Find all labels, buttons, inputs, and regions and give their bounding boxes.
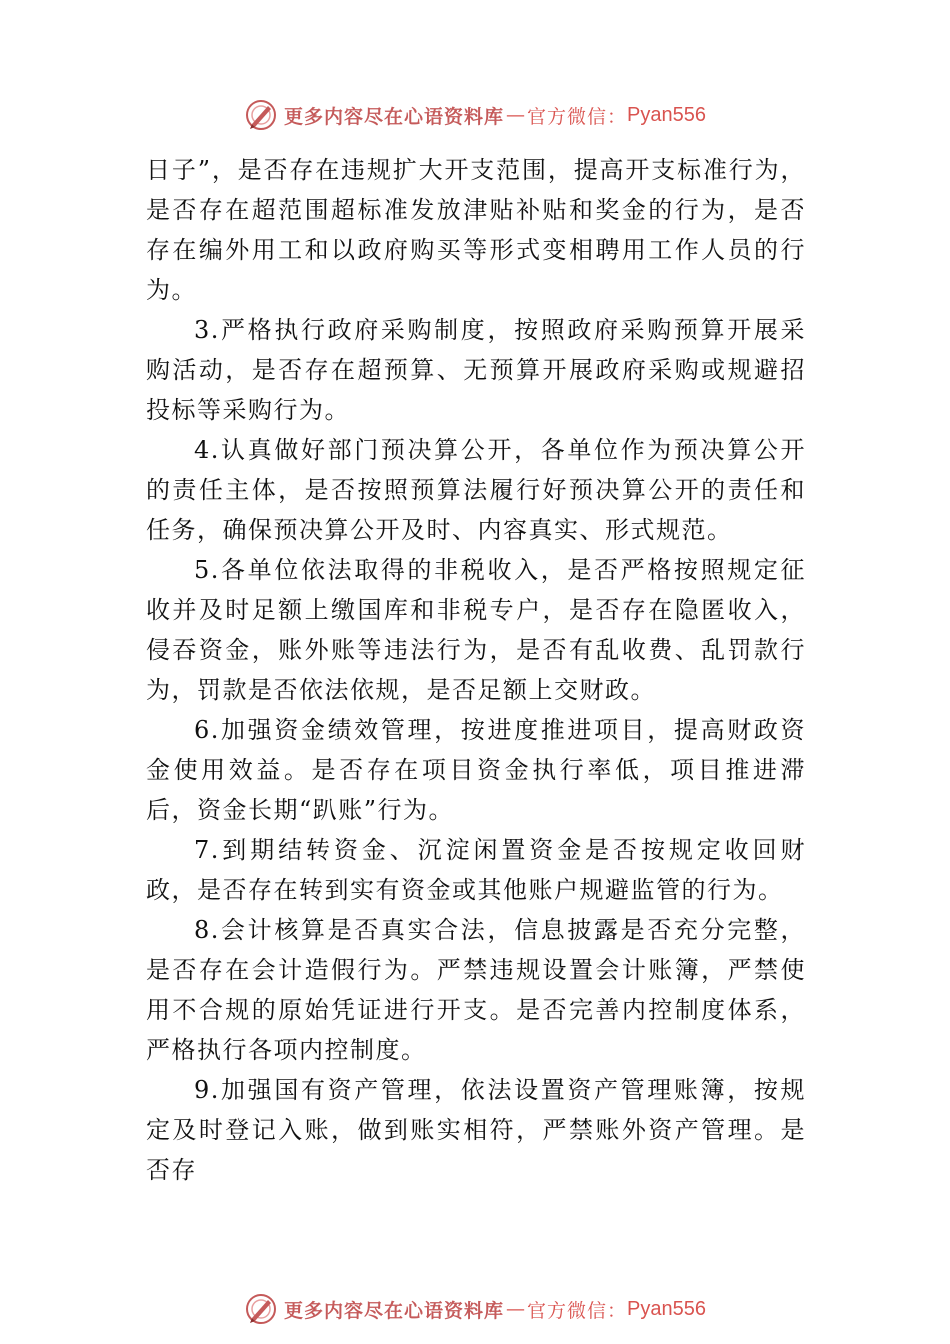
paragraph-item-3: 3.严格执行政府采购制度，按照政府采购预算开展采购活动，是否存在超预算、无预算开展政府采购或规避招投标等采购行为。 <box>146 316 806 424</box>
pen-logo-icon <box>244 1292 278 1326</box>
footer-wechat-label: 官方微信： <box>527 1299 628 1322</box>
header-banner <box>0 95 950 135</box>
header-brand-text: 更多内容尽在心语资料库 <box>284 105 505 128</box>
header-wechat-label: 官方微信： <box>527 105 628 128</box>
paragraph-item-8: 8.会计核算是否真实合法，信息披露是否充分完整，是否存在会计造假行为。严禁违规设置会计账簿，严禁使用不合规的原始凭证进行开支。是否完善内控制度体系，严格执行各项内控制度。 <box>146 916 806 1064</box>
footer-dash: — <box>506 1298 526 1320</box>
header-wechat-id: Pyan556 <box>627 103 706 126</box>
document-body <box>146 150 806 1190</box>
footer-banner <box>0 1289 950 1329</box>
footer-brand-text: 更多内容尽在心语资料库 <box>284 1299 505 1322</box>
pen-logo-icon <box>244 98 278 132</box>
footer-wechat-id: Pyan556 <box>627 1297 706 1320</box>
header-dash: — <box>506 104 526 126</box>
paragraph-item-9: 9.加强国有资产管理，依法设置资产管理账簿，按规定及时登记入账，做到账实相符，严禁账外资产管理。是否存 <box>146 1076 806 1184</box>
paragraph-item-5: 5.各单位依法取得的非税收入，是否严格按照规定征收并及时足额上缴国库和非税专户，是否存在隐匿收入，侵吞资金，账外账等违法行为，是否有乱收费、乱罚款行为，罚款是否依法依规，是否足额上交财政。 <box>146 556 806 704</box>
paragraph-item-6: 6.加强资金绩效管理，按进度推进项目，提高财政资金使用效益。是否存在项目资金执行率低，项目推进滞后，资金长期“趴账”行为。 <box>146 716 806 824</box>
paragraph-item-7: 7.到期结转资金、沉淀闲置资金是否按规定收回财政，是否存在转到实有资金或其他账户规避监管的行为。 <box>146 836 806 904</box>
paragraph-item-4: 4.认真做好部门预决算公开，各单位作为预决算公开的责任主体，是否按照预算法履行好预决算公开的责任和任务，确保预决算公开及时、内容真实、形式规范。 <box>146 436 806 544</box>
paragraph-continuation: 日子”，是否存在违规扩大开支范围，提高开支标准行为，是否存在超范围超标准发放津贴补贴和奖金的行为，是否存在编外用工和以政府购买等形式变相聘用工作人员的行为。 <box>146 156 806 304</box>
